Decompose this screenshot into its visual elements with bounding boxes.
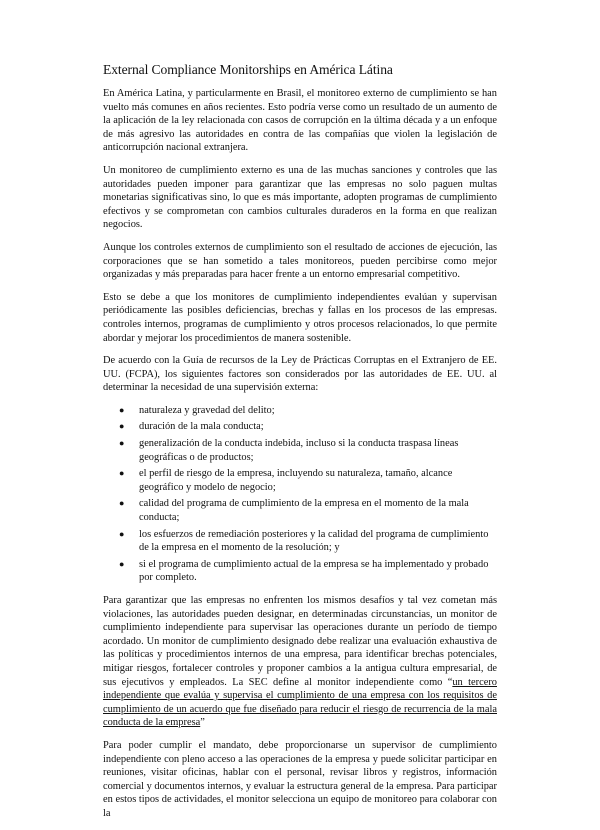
bullet-icon: ●	[119, 421, 125, 432]
bullet-icon: ●	[119, 404, 125, 415]
sec-definition-lead: Para garantizar que las empresas no enfrenten los mismos desafíos y tal vez cometan más violaciones, las autoridades pueden designar, en determinadas circunstancias, un monitor de cumplimiento independiente para supervisar las operaciones durante un período de tiempo acordado. Un monitor de cumplimiento designado debe realizar una evaluación exhaustiva de las políticas y procedimientos internos de una empresa, para identificar brechas potenciales, mitigar riesgos, fortalecer controles y proponer cambios a la antigua cultura empresarial, de sus ejecutivos y empleados. La SEC define al monitor independiente como “	[103, 595, 497, 688]
list-item	[119, 437, 497, 464]
list-item	[119, 404, 497, 418]
bullet-icon: ●	[119, 498, 125, 509]
bullet-icon: ●	[119, 468, 125, 479]
paragraph-intro: En América Latina, y particularmente en Brasil, el monitoreo externo de cumplimiento se han vuelto más comunes en años recientes. Esto podría verse como un resultado de un aumento de la aplicación de la ley relacionada con casos de corrupción en la última década y a un enfoque de más agresivo las autoridades en contra de las compañías que violen la legislación de anticorrupción nacional extranjera.	[103, 88, 497, 154]
paragraph-fcpa-guide: De acuerdo con la Guía de recursos de la Ley de Prácticas Corruptas en el Extranjero de EE. UU. (FCPA), los siguientes factores son considerados por las autoridades de EE. UU. al determinar la necesidad de una supervisión externa:	[103, 355, 497, 394]
paragraph-mandate: Para poder cumplir el mandato, debe proporcionarse un supervisor de cumplimiento independiente con pleno acceso a las operaciones de la empresa y puede solicitar participar en reuniones, visitar oficinas, hablar con el personal, revisar libros y registros, información comercial y documentos internos, y evaluar la estructura general de la empresa. Para participar en estos tipos de actividades, el monitor selecciona un equipo de monitoreo para colaborar con la	[103, 739, 497, 819]
paragraph-controls: Aunque los controles externos de cumplimiento son el resultado de acciones de ejecución, las corporaciones que se han sometido a tales monitoreos, pueden percibirse como mejor organizadas y más preparadas para hacer frente a un entorno empresarial competitivo.	[103, 241, 497, 281]
bullet-icon: ●	[119, 438, 125, 449]
list-item-text: si el programa de cumplimiento actual de la empresa se ha implementado y probado por completo.	[139, 558, 489, 584]
list-item-text: naturaleza y gravedad del delito;	[139, 404, 275, 416]
list-item-text: calidad del programa de cumplimiento de la empresa en el momento de la mala conducta;	[139, 498, 469, 524]
document-title: External Compliance Monitorships en América Látina	[103, 62, 393, 77]
paragraph-evaluation: Esto se debe a que los monitores de cumplimiento independientes evalúan y supervisan periódicamente las posibles deficiencias, brechas y fallas en los procesos de las empresas. controles internos, programas de cumplimiento y otros procesos relacionados, lo que permite abordar y mejorar los procedimientos de manera sostenible.	[103, 291, 497, 344]
list-item	[119, 558, 497, 585]
paragraph-monitoring: Un monitoreo de cumplimiento externo es una de las muchas sanciones y controles que las autoridades pueden imponer para garantizar que las empresas no solo paguen multas monetarias significativas sino, lo que es más importante, adopten programas de cumplimiento efectivos y se comprometan con cambios culturales duraderos en la forma en que realizan negocios.	[103, 164, 497, 231]
document-page	[103, 62, 497, 830]
bullet-icon: ●	[119, 558, 125, 569]
list-item	[119, 497, 497, 524]
list-item	[119, 420, 497, 434]
paragraph-sec-definition	[103, 594, 497, 730]
bullet-icon: ●	[119, 528, 125, 539]
factors-list	[103, 404, 497, 585]
list-item-text: el perfil de riesgo de la empresa, incluyendo su naturaleza, tamaño, alcance geográfico y modelo de negocio;	[139, 468, 453, 493]
list-item	[119, 528, 497, 555]
sec-definition-tail: ”	[200, 717, 205, 729]
list-item-text: los esfuerzos de remediación posteriores y la calidad del programa de cumplimiento de la empresa en el momento de la resolución; y	[139, 528, 489, 554]
list-item	[119, 467, 497, 494]
list-item-text: generalización de la conducta indebida, incluso si la conducta traspasa líneas geográficas o de productos;	[139, 438, 459, 463]
sec-quote-link[interactable]: un tercero independiente que evalúa y supervisa el cumplimiento de una empresa con los requisitos de cumplimiento de un acuerdo que fue diseñado para reducir el riesgo de recurrencia de la mala conducta de la empresa	[103, 676, 497, 729]
list-item-text: duración de la mala conducta;	[139, 421, 264, 433]
